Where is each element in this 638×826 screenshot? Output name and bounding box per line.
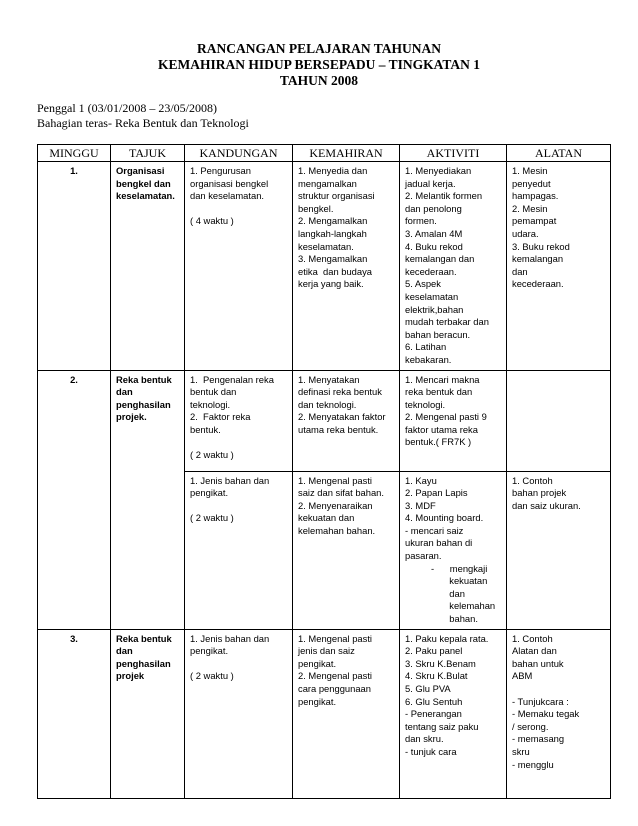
cell-line: ( 4 waktu ) bbox=[190, 215, 234, 227]
cell-line: projek bbox=[116, 670, 145, 682]
cell-line: ukuran bahan di bbox=[405, 537, 473, 549]
cell-line: kecederaan. bbox=[405, 265, 457, 277]
header-minggu: MINGGU bbox=[38, 145, 111, 162]
header-aktiviti: AKTIVITI bbox=[400, 145, 507, 162]
cell-line: ( 2 waktu ) bbox=[190, 670, 234, 682]
cell-line: mudah terbakar dan bbox=[405, 316, 489, 328]
cell-line: dan bbox=[512, 265, 528, 277]
cell-line: penghasilan bbox=[116, 398, 171, 410]
cell-line: 6. Glu Sentuh bbox=[405, 695, 463, 707]
cell-line: 1. Jenis bahan dan bbox=[190, 632, 270, 644]
cell-line: - Penerangan bbox=[405, 708, 462, 720]
minggu-cell: 1. bbox=[38, 162, 111, 371]
cell-line: 1. Pengenalan reka bbox=[190, 373, 274, 385]
cell-line: langkah-langkah bbox=[298, 227, 367, 239]
bahagian-label: Bahagian teras- Reka Bentuk dan Teknologi bbox=[37, 116, 249, 130]
kandungan-cell bbox=[185, 162, 293, 371]
table-header-row bbox=[38, 145, 611, 162]
cell-line: dan bbox=[116, 386, 133, 398]
header-kemahiran: KEMAHIRAN bbox=[293, 145, 400, 162]
cell-line: 4. Mounting board. bbox=[405, 512, 484, 524]
document-title-line-1: RANCANGAN PELAJARAN TAHUNAN bbox=[196, 41, 441, 56]
cell-line: 4. Buku rekod bbox=[405, 240, 463, 252]
cell-line: pasaran. bbox=[405, 550, 442, 562]
cell-line: bentuk.( FR7K ) bbox=[405, 436, 472, 448]
header-tajuk: TAJUK bbox=[111, 145, 185, 162]
kemahiran-cell bbox=[293, 471, 400, 629]
aktiviti-cell bbox=[400, 162, 507, 371]
cell-line: dan bbox=[116, 645, 133, 657]
kemahiran-cell bbox=[293, 370, 400, 471]
cell-line: tentang saiz paku bbox=[405, 720, 479, 732]
cell-line: cara penggunaan bbox=[298, 683, 371, 694]
tajuk-cell bbox=[111, 370, 185, 629]
cell-line: penyedut bbox=[512, 177, 551, 189]
cell-line: penghasilan bbox=[116, 657, 171, 669]
cell-line: struktur organisasi bbox=[298, 190, 375, 202]
alatan-cell bbox=[507, 471, 611, 629]
cell-line: kekuatan dan bbox=[298, 512, 355, 524]
cell-line: dan teknologi. bbox=[298, 398, 357, 410]
document-title-line-3: TAHUN 2008 bbox=[279, 73, 359, 88]
cell-line: 1. Mengenal pasti bbox=[298, 632, 373, 644]
cell-line: Reka bentuk bbox=[116, 632, 172, 644]
cell-line: 3. Amalan 4M bbox=[405, 227, 463, 239]
cell-line: - Tunjukcara : bbox=[512, 695, 569, 707]
cell-line: bengkel dan bbox=[116, 177, 171, 189]
cell-line: - memasang bbox=[512, 733, 565, 745]
cell-line: etika dan budaya bbox=[298, 265, 373, 277]
cell-line: 1. Jenis bahan dan bbox=[190, 474, 270, 486]
cell-line: 2. Mengamalkan bbox=[298, 215, 368, 227]
cell-line: 1. Mengenal pasti bbox=[298, 474, 373, 486]
cell-line: 1. Mencari makna bbox=[405, 373, 480, 385]
cell-line: 5. Glu PVA bbox=[405, 683, 451, 694]
cell-line bbox=[190, 436, 287, 449]
cell-line: bahan untuk bbox=[512, 657, 564, 669]
cell-line: 1. Paku kepala rata. bbox=[405, 632, 489, 644]
cell-line: faktor utama reka bbox=[405, 423, 478, 435]
kemahiran-cell bbox=[293, 162, 400, 371]
cell-line: kemalangan bbox=[512, 253, 564, 265]
tajuk-cell bbox=[111, 162, 185, 371]
cell-line: 3. MDF bbox=[405, 499, 436, 511]
cell-line: keselamatan bbox=[405, 290, 459, 302]
cell-line: 2. Menyenaraikan bbox=[298, 499, 373, 511]
cell-line: utama reka bentuk. bbox=[298, 423, 379, 435]
cell-line: 1. Kayu bbox=[405, 474, 437, 486]
cell-line: Alatan dan bbox=[512, 645, 557, 657]
cell-line: / serong. bbox=[512, 720, 549, 732]
cell-line: ABM bbox=[512, 670, 533, 682]
cell-line: saiz dan sifat bahan. bbox=[298, 487, 384, 499]
cell-line: dan saiz ukuran. bbox=[512, 499, 581, 511]
cell-line: kelemahan bahan. bbox=[298, 524, 376, 536]
cell-line: 2. Faktor reka bbox=[190, 411, 251, 423]
cell-line: - mengkaji bbox=[405, 562, 488, 574]
cell-line: definasi reka bentuk bbox=[298, 386, 382, 398]
cell-line: elektrik,bahan bbox=[405, 303, 464, 315]
cell-line: bentuk. bbox=[190, 423, 221, 435]
cell-line: kecederaan. bbox=[512, 278, 564, 290]
cell-line: teknologi. bbox=[190, 398, 231, 410]
cell-line: dan keselamatan. bbox=[190, 190, 265, 202]
cell-line: jenis dan saiz bbox=[298, 645, 355, 657]
cell-line: dan penolong bbox=[405, 202, 462, 214]
cell-line bbox=[190, 500, 287, 513]
penggal-label: Penggal 1 (03/01/2008 – 23/05/2008) bbox=[37, 101, 217, 115]
cell-line: bahan beracun. bbox=[405, 328, 471, 340]
cell-line: 1. Pengurusan bbox=[190, 165, 251, 176]
cell-line: 2. Papan Lapis bbox=[405, 487, 468, 499]
cell-line: kerja yang baik. bbox=[298, 278, 364, 290]
cell-line: - mencari saiz bbox=[405, 524, 464, 536]
tajuk-cell bbox=[111, 629, 185, 798]
cell-line: - mengglu bbox=[512, 758, 554, 770]
table-row bbox=[38, 370, 611, 471]
cell-line: 1. Menyatakan bbox=[298, 373, 360, 385]
cell-line: pengikat. bbox=[190, 645, 229, 657]
cell-line: ( 2 waktu ) bbox=[190, 512, 234, 524]
alatan-cell bbox=[507, 162, 611, 371]
header-kandungan: KANDUNGAN bbox=[185, 145, 293, 162]
cell-line: udara. bbox=[512, 227, 539, 239]
cell-line: 2. Menyatakan faktor bbox=[298, 411, 386, 423]
cell-line: - Memaku tegak bbox=[512, 708, 580, 720]
kandungan-cell bbox=[185, 471, 293, 629]
minggu-cell: 2. bbox=[38, 370, 111, 629]
kandungan-cell bbox=[185, 370, 293, 471]
cell-line: kekuatan bbox=[405, 575, 488, 587]
cell-line: keselamatan. bbox=[298, 240, 354, 252]
cell-line: - tunjuk cara bbox=[405, 745, 457, 757]
cell-line: keselamatan. bbox=[116, 190, 175, 202]
cell-line: kebakaran. bbox=[405, 353, 452, 365]
cell-line bbox=[190, 203, 287, 216]
cell-line: skru bbox=[512, 745, 530, 757]
cell-line: projek. bbox=[116, 411, 147, 423]
cell-line: pengikat. bbox=[298, 695, 337, 707]
alatan-cell bbox=[507, 370, 611, 471]
cell-line: mengamalkan bbox=[298, 177, 357, 189]
cell-line: bahan projek bbox=[512, 487, 567, 499]
cell-line: kemalangan dan bbox=[405, 253, 475, 265]
aktiviti-cell bbox=[400, 471, 507, 629]
cell-line: 1. Menyediakan bbox=[405, 165, 472, 176]
cell-line: bahan. bbox=[405, 613, 478, 625]
cell-line: 4. Skru K.Bulat bbox=[405, 670, 468, 682]
table-row bbox=[38, 162, 611, 371]
cell-line: dan skru. bbox=[405, 733, 444, 745]
minggu-cell: 3. bbox=[38, 629, 111, 798]
alatan-cell bbox=[507, 629, 611, 798]
cell-line: 1. Mesin bbox=[512, 165, 548, 176]
cell-line: 3. Buku rekod bbox=[512, 240, 570, 252]
cell-line: teknologi. bbox=[405, 398, 446, 410]
cell-line: 2. Mesin bbox=[512, 202, 548, 214]
cell-line: pengikat. bbox=[190, 487, 229, 499]
cell-line bbox=[190, 658, 287, 671]
cell-line: 2. Paku panel bbox=[405, 645, 463, 657]
cell-line bbox=[512, 683, 605, 696]
cell-line: 1. Menyedia dan bbox=[298, 165, 368, 176]
cell-line: 1. Contoh bbox=[512, 632, 553, 644]
document-title-line-2: KEMAHIRAN HIDUP BERSEPADU – TINGKATAN 1 bbox=[158, 57, 480, 72]
cell-line: ( 2 waktu ) bbox=[190, 449, 234, 461]
cell-line: jadual kerja. bbox=[405, 177, 456, 189]
cell-line: bengkel. bbox=[298, 202, 334, 214]
cell-line: kelemahan bbox=[405, 600, 496, 612]
cell-line: 2. Mengenal pasti bbox=[298, 670, 373, 682]
cell-line: 1. Contoh bbox=[512, 474, 553, 486]
cell-line: dan bbox=[405, 587, 465, 599]
cell-line: 3. Mengamalkan bbox=[298, 253, 368, 265]
cell-line: organisasi bengkel bbox=[190, 177, 269, 189]
cell-line: 3. Skru K.Benam bbox=[405, 657, 476, 669]
cell-line: hampagas. bbox=[512, 190, 559, 202]
cell-line: Organisasi bbox=[116, 165, 165, 176]
cell-line: 5. Aspek bbox=[405, 278, 441, 290]
cell-line: 2. Mengenal pasti 9 bbox=[405, 411, 487, 423]
cell-line: 6. Latihan bbox=[405, 341, 447, 353]
cell-line: reka bentuk dan bbox=[405, 386, 473, 398]
cell-line: bentuk dan bbox=[190, 386, 237, 398]
cell-line: pengikat. bbox=[298, 657, 337, 669]
kandungan-cell bbox=[185, 629, 293, 798]
aktiviti-cell bbox=[400, 629, 507, 798]
aktiviti-cell bbox=[400, 370, 507, 471]
lesson-plan-table bbox=[37, 144, 611, 799]
cell-line: formen. bbox=[405, 215, 437, 227]
cell-line: Reka bentuk bbox=[116, 373, 172, 385]
cell-line: pemampat bbox=[512, 215, 557, 227]
table-row bbox=[38, 629, 611, 798]
header-alatan: ALATAN bbox=[507, 145, 611, 162]
cell-line: 2. Melantik formen bbox=[405, 190, 483, 202]
kemahiran-cell bbox=[293, 629, 400, 798]
